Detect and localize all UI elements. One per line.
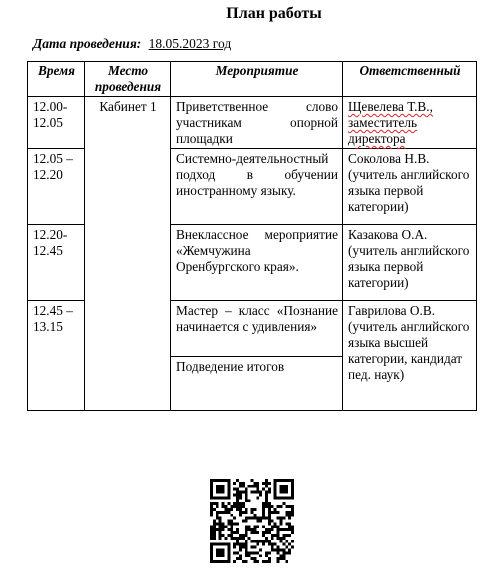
date-line	[33, 36, 231, 52]
header-time: Время	[28, 62, 85, 97]
cell-responsible: Соколова Н.В. (учитель английского языка первой категории)	[343, 149, 477, 225]
cell-place: Кабинет 1	[85, 97, 171, 411]
cell-time: 12.45 – 13.15	[28, 301, 85, 411]
cell-responsible: Гаврилова О.В. (учитель английского языка высшей категории, кандидат пед. наук)	[343, 301, 477, 411]
page-title: План работы	[226, 5, 322, 22]
schedule-table	[27, 61, 477, 411]
responsible-text: Щевелева Т.В., заместитель директора	[348, 99, 433, 146]
date-value: 18.05.2023 год	[148, 36, 232, 51]
cell-event: Системно-деятельностный подход в обучении иностранному языку.	[171, 149, 343, 225]
cell-time: 12.05 – 12.20	[28, 149, 85, 225]
qr-code	[210, 479, 294, 563]
header-place: Место проведения	[85, 62, 171, 97]
cell-responsible	[343, 97, 477, 149]
header-responsible: Ответственный	[343, 62, 477, 97]
cell-event: Подведение итогов	[171, 357, 343, 411]
cell-event: Мастер – класс «Познание начинается с удивления»	[171, 301, 343, 357]
table-row	[28, 97, 477, 149]
cell-event: Приветственное слово участникам опорной площадки	[171, 97, 343, 149]
cell-event: Внеклассное мероприятие «Жемчужина Оренбургского края».	[171, 225, 343, 301]
cell-responsible: Казакова О.А. (учитель английского языка первой категории)	[343, 225, 477, 301]
cell-time: 12.20-12.45	[28, 225, 85, 301]
table-header-row	[28, 62, 477, 97]
header-event: Мероприятие	[171, 62, 343, 97]
date-label: Дата проведения:	[33, 36, 142, 51]
cell-time: 12.00-12.05	[28, 97, 85, 149]
